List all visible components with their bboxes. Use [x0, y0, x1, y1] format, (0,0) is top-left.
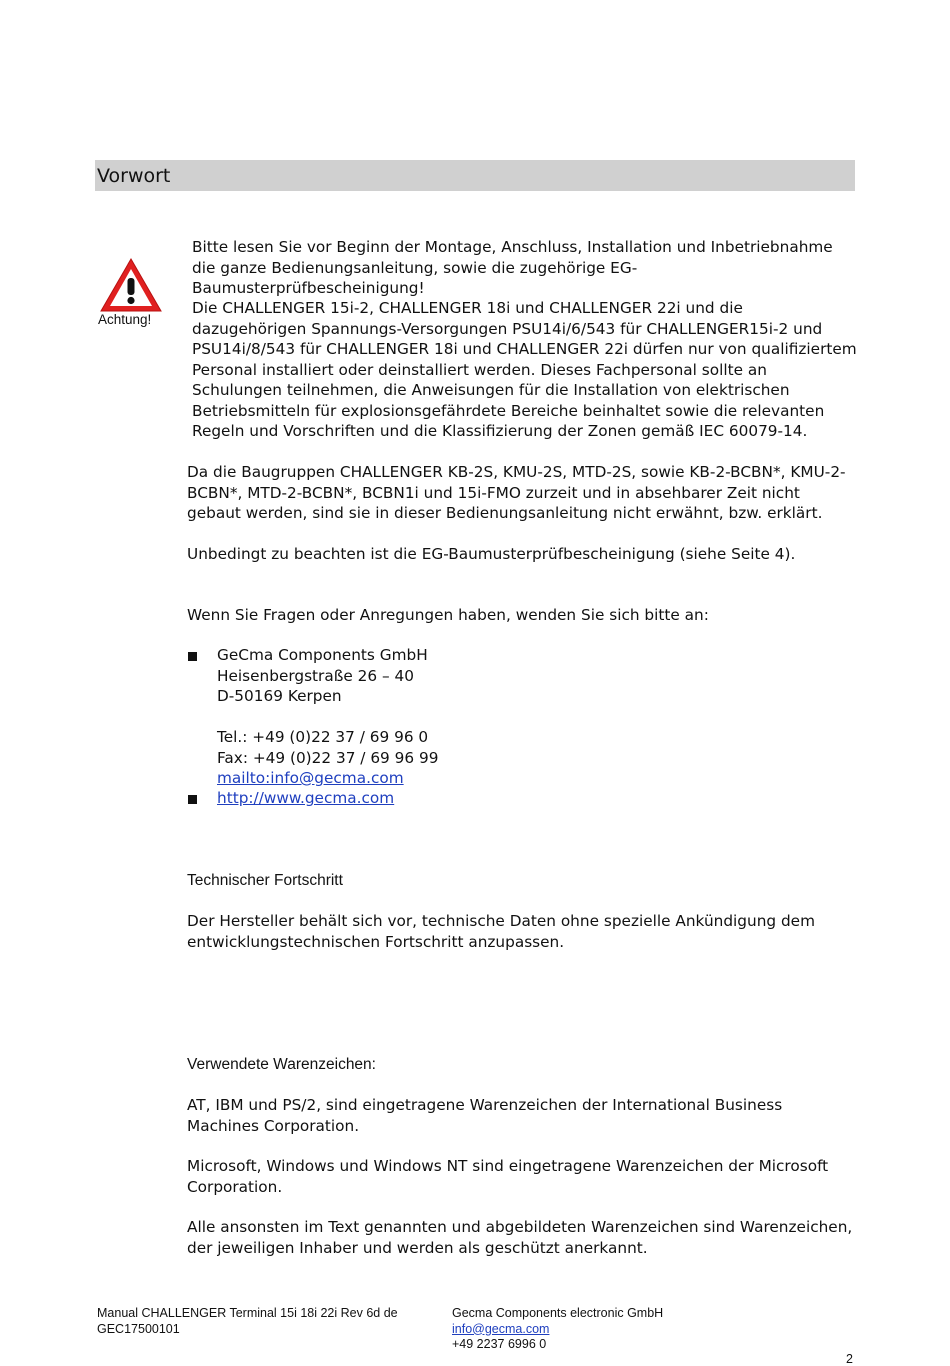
footer-document-number: GEC17500101: [97, 1321, 180, 1336]
city-address: D-50169 Kerpen: [217, 687, 342, 705]
footer-manual-title: Manual CHALLENGER Terminal 15i 18i 22i Rev 6d de: [97, 1306, 398, 1320]
footer-document-info: [97, 1306, 398, 1337]
fortschritt-paragraph: Der Hersteller behält sich vor, technische Daten ohne spezielle Ankündigung dem entwicklungstechnischen Fortschritt anzupassen.: [187, 912, 815, 951]
fortschritt-heading: Technischer Fortschritt: [187, 872, 343, 889]
website-row: [217, 788, 394, 809]
footer-phone: +49 2237 6996 0: [452, 1337, 547, 1351]
bullet-icon: [188, 795, 197, 804]
email-link[interactable]: mailto:info@gecma.com: [217, 769, 404, 787]
questions-paragraph: Wenn Sie Fragen oder Anregungen haben, wenden Sie sich bitte an:: [187, 606, 709, 624]
warning-block: [98, 256, 164, 327]
intro-paragraph: Bitte lesen Sie vor Beginn der Montage, Anschluss, Installation und Inbetriebnahme die ganze Bedienungsanleitung, sowie die zugehörige EG-Baumusterprüfbescheinigung!: [192, 238, 833, 297]
footer-company-info: [452, 1306, 663, 1353]
section-title: Vorwort: [97, 165, 171, 187]
warenzeichen-ibm-paragraph: AT, IBM und PS/2, sind eingetragene Warenzeichen der International Business Machines Corporation.: [187, 1096, 783, 1135]
warning-label: Achtung!: [98, 312, 152, 327]
phone-number: Tel.: +49 (0)22 37 / 69 96 0: [217, 728, 429, 746]
page-number: 2: [846, 1352, 853, 1366]
fax-number: Fax: +49 (0)22 37 / 69 96 99: [217, 748, 439, 767]
section-heading-bar: [95, 160, 855, 191]
footer-email-link[interactable]: info@gecma.com: [452, 1321, 550, 1336]
contact-address: [217, 645, 438, 789]
beachten-paragraph: Unbedingt zu beachten ist die EG-Baumusterprüfbescheinigung (siehe Seite 4).: [187, 545, 796, 563]
street-address: Heisenbergstraße 26 – 40: [217, 666, 414, 685]
challenger-paragraph: Die CHALLENGER 15i-2, CHALLENGER 18i und CHALLENGER 22i und die dazugehörigen Spannungs-Versorgungen PSU14i/6/543 für CHALLENGER15i-2 und PSU14i/8/543 für CHALLENGER 18i und CHALLENGER 22i dürfen nur von qualifiziertem Personal installiert oder deinstalliert werden. Dieses Fachpersonal sollte an Schulungen teilnehmen, die Anweisungen für die Installation von elektrischen Betriebsmitteln für explosionsgefährdete Bereiche beinhaltet sowie die relevanten Regeln und Vorschriften und die Klassifizierung der Zonen gemäß IEC 60079-14.: [192, 299, 857, 440]
website-link[interactable]: http://www.gecma.com: [217, 789, 395, 807]
warenzeichen-microsoft-paragraph: Microsoft, Windows und Windows NT sind eingetragene Warenzeichen der Microsoft Corporation.: [187, 1157, 829, 1196]
warning-triangle-icon: [99, 256, 163, 314]
baugruppen-paragraph: Da die Baugruppen CHALLENGER KB-2S, KMU-2S, MTD-2S, sowie KB-2-BCBN*, KMU-2-BCBN*, MTD-2-BCBN*, BCBN1i und 15i-FMO zurzeit und in absehbarer Zeit nicht gebaut werden, sind sie in dieser Bedienungsanleitung nicht erwähnt, bzw. erklärt.: [187, 463, 846, 522]
warenzeichen-heading: Verwendete Warenzeichen:: [187, 1056, 376, 1073]
company-name: GeCma Components GmbH: [217, 646, 428, 664]
warenzeichen-other-paragraph: Alle ansonsten im Text genannten und abgebildeten Warenzeichen sind Warenzeichen, der jeweiligen Inhaber und werden als geschützt anerkannt.: [187, 1218, 853, 1257]
footer-company-name: Gecma Components electronic GmbH: [452, 1306, 664, 1320]
bullet-icon: [188, 652, 197, 661]
